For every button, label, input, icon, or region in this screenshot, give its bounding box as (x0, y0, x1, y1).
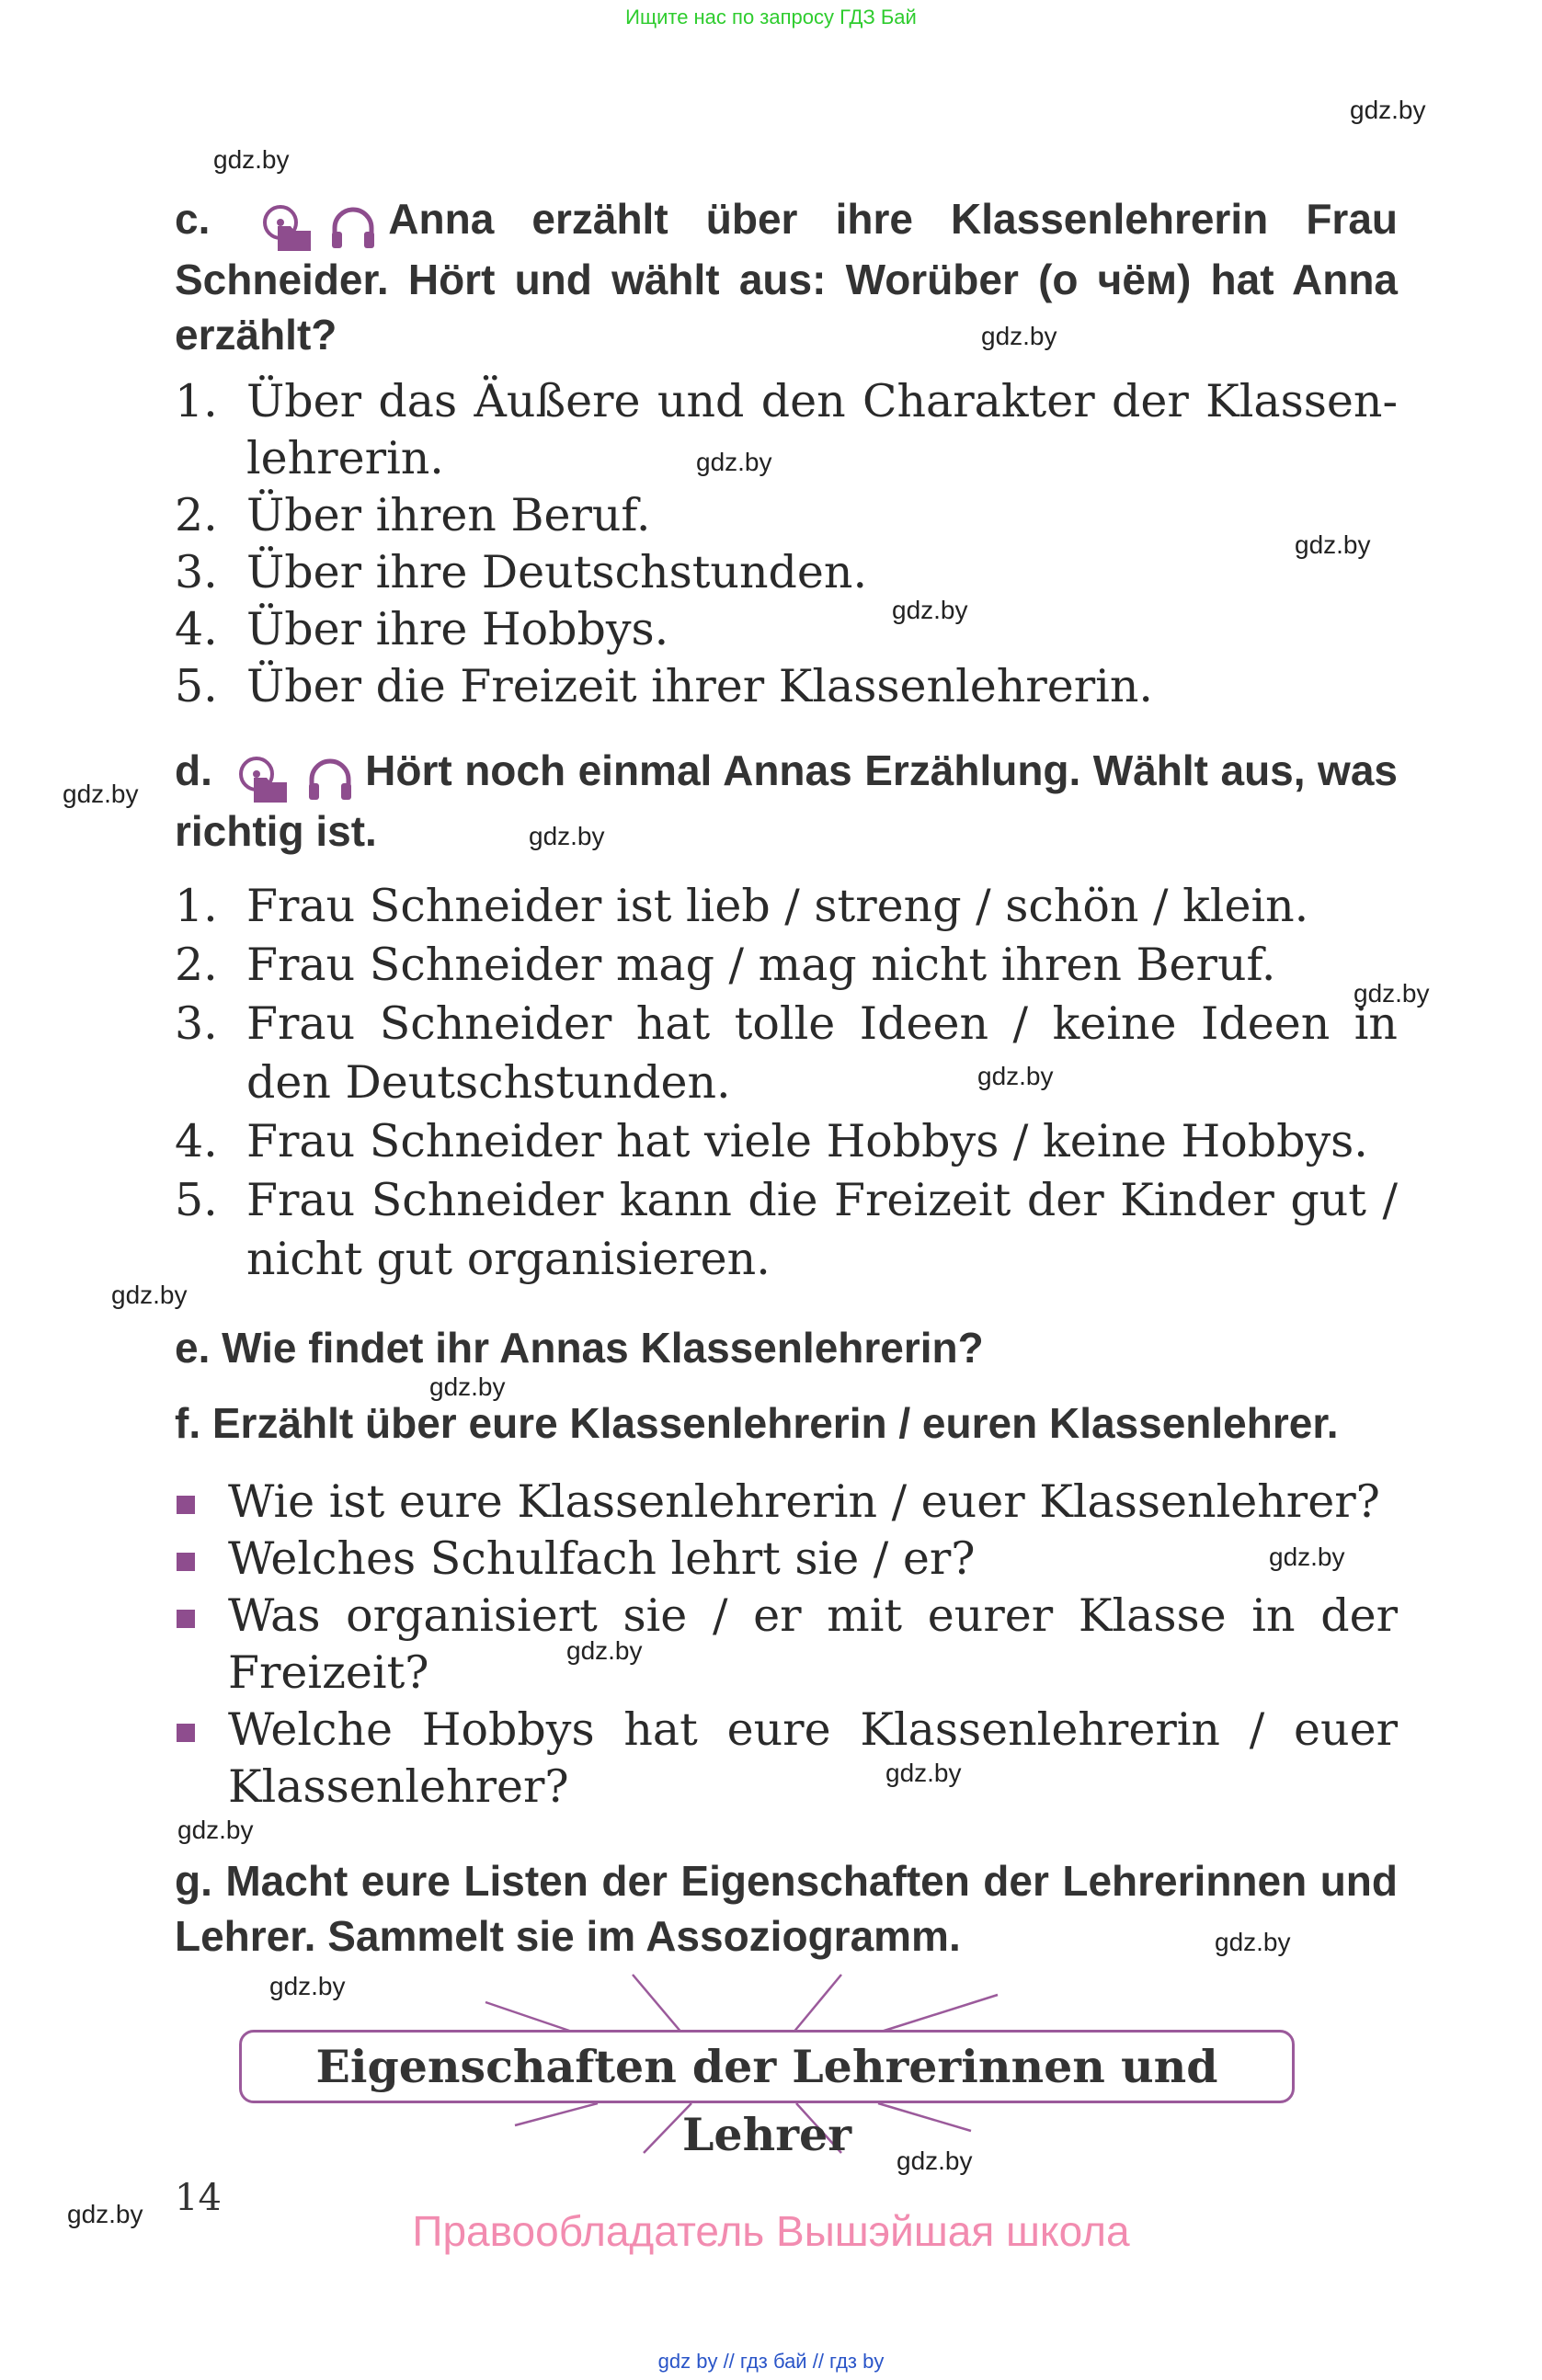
watermark: gdz.by (177, 1816, 254, 1844)
list-item: 1. Über das Äußere und den Charakter der Klassenlehrerin. (175, 375, 1398, 484)
diagram-center-box: Eigenschaften der Lehrerinnen und Lehrer (239, 2030, 1295, 2103)
diagram-ray (633, 1975, 682, 2033)
bullet-item: Wie ist eure Klassenlehrerin / euer Klassenlehrer? (175, 1474, 1398, 1531)
task-letter: c. (175, 195, 211, 243)
list-item: 2. Frau Schneider mag / mag nicht ihren Beruf. (175, 939, 1276, 991)
watermark: gdz.by (1350, 96, 1426, 124)
list-item: 1. Frau Schneider ist lieb / streng / schön / klein. (175, 880, 1309, 932)
watermark: gdz.by (897, 2147, 973, 2175)
diagram-ray (878, 2103, 971, 2131)
bullet-item: Welches Schulfach lehrt sie / er? (175, 1531, 1398, 1588)
list-item: 3. Frau Schneider hat tolle Ideen / keine Ideen in den Deutschstunden. (175, 997, 1398, 1109)
bullet-item: Welche Hobbys hat eure Klassenlehrerin / euer Klassenlehrer? (175, 1702, 1398, 1816)
list-item: 3. Über ihre Deutschstunden. (175, 546, 868, 598)
diagram-ray (875, 1995, 998, 2033)
diagram-ray (793, 1975, 841, 2033)
diagram-ray (485, 2002, 577, 2033)
top-banner: Ищите нас по запросу ГДЗ Бай (625, 6, 917, 28)
task-c-text: Anna erzählt über ihre Klassenlehrerin Frau Schneider. Hört und wählt aus: Worüber (о чём) hat Anna erzählt? (175, 195, 1398, 359)
bullet-item: Was organisiert sie / er mit eurer Klasse in der Freizeit? (175, 1588, 1398, 1702)
footer-links[interactable]: gdz by // гдз бай // гдз by (657, 2350, 885, 2373)
list-item: 4. Über ihre Hobbys. (175, 603, 669, 655)
page-number: 14 (175, 2177, 222, 2219)
task-e-instruction: e. Wie findet ihr Annas Klassenlehrerin? (175, 1324, 984, 1372)
watermark: gdz.by (213, 145, 290, 174)
watermark: gdz.by (696, 448, 772, 476)
watermark: gdz.by (429, 1372, 506, 1401)
watermark: gdz.by (1269, 1543, 1345, 1571)
watermark: gdz.by (892, 596, 968, 624)
task-d-text: Hört noch einmal Annas Erzählung. Wählt aus, was richtig ist. (175, 746, 1398, 855)
watermark: gdz.by (1295, 530, 1371, 559)
list-item: 2. Über ihren Beruf. (175, 489, 651, 541)
copyright-notice: Правообладатель Вышэйшая школа (412, 2207, 1130, 2255)
watermark: gdz.by (67, 2200, 143, 2228)
diagram-ray (515, 2103, 598, 2125)
watermark: gdz.by (981, 322, 1057, 350)
task-letter: d. (175, 746, 212, 794)
list-item: 5. Über die Freizeit ihrer Klassenlehrerin. (175, 660, 1153, 712)
watermark: gdz.by (111, 1281, 188, 1309)
task-f-instruction: f. Erzählt über eure Klassenlehrerin / euren Klassenlehrer. (175, 1399, 1339, 1447)
watermark: gdz.by (1354, 979, 1430, 1008)
list-item: 5. Frau Schneider kann die Freizeit der Kinder gut / nicht gut organisieren. (175, 1174, 1398, 1285)
watermark: gdz.by (1215, 1928, 1291, 1956)
watermark: gdz.by (566, 1636, 643, 1665)
task-g-instruction: g. Macht eure Listen der Eigenschaften der Lehrerinnen und Lehrer. Sammelt sie im Assoziogramm. (175, 1857, 1398, 1960)
watermark: gdz.by (977, 1062, 1054, 1090)
watermark: gdz.by (269, 1972, 346, 2000)
watermark: gdz.by (885, 1759, 962, 1787)
list-item: 4. Frau Schneider hat viele Hobbys / keine Hobbys. (175, 1115, 1368, 1167)
watermark: gdz.by (529, 822, 605, 850)
watermark: gdz.by (63, 780, 139, 808)
